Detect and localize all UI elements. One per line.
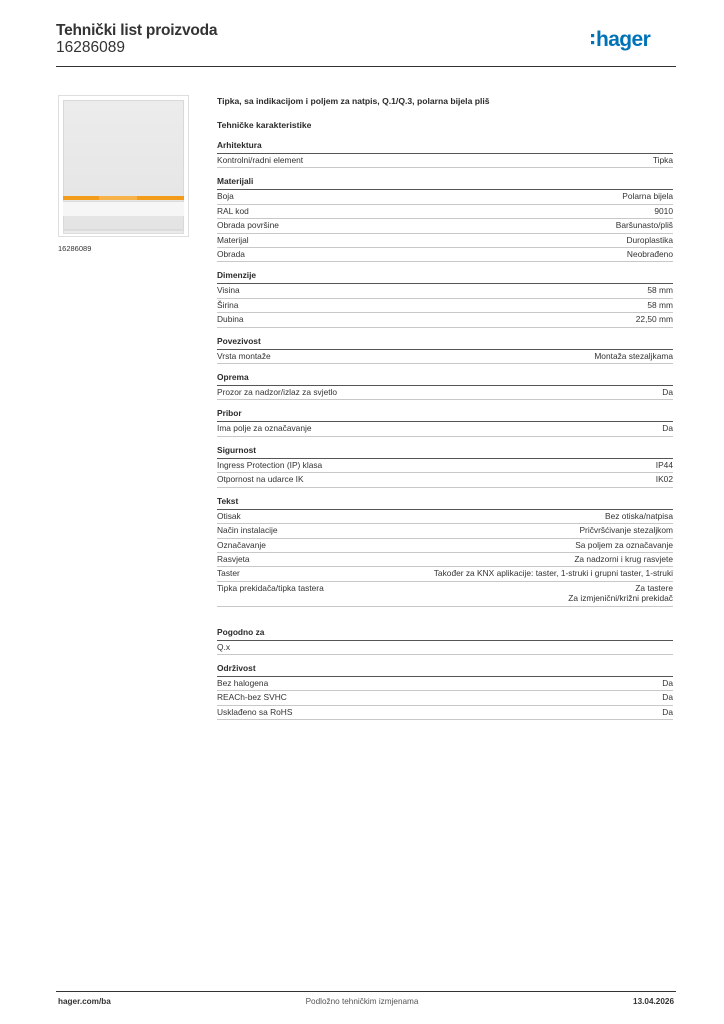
spec-row bbox=[217, 248, 673, 262]
section-heading: Tehničke karakteristike bbox=[217, 120, 312, 130]
spec-label: Vrsta montaže bbox=[217, 350, 271, 361]
group-title: Pogodno za bbox=[217, 626, 265, 637]
group-title: Održivost bbox=[217, 662, 256, 673]
spec-value-line: Da bbox=[662, 677, 673, 688]
indicator-light bbox=[99, 196, 137, 200]
spec-value bbox=[622, 191, 673, 201]
spec-value bbox=[647, 300, 673, 310]
spec-label: Taster bbox=[217, 568, 240, 579]
product-image bbox=[58, 95, 189, 237]
spec-groups bbox=[217, 140, 673, 720]
group-title: Sigurnost bbox=[217, 444, 257, 455]
group-title: Arhitektura bbox=[217, 140, 262, 150]
spec-label: Način instalacije bbox=[217, 525, 278, 536]
spec-value bbox=[626, 235, 673, 245]
spec-label: Rasvjeta bbox=[217, 553, 250, 564]
product-description: Tipka, sa indikacijom i poljem za natpis, Q.1/Q.3, polarna bijela pliš bbox=[217, 96, 490, 106]
spec-group bbox=[217, 270, 673, 327]
spec-label: REACh-bez SVHC bbox=[217, 692, 287, 703]
spec-value-line: Za izmjenični/križni prekidač bbox=[568, 593, 673, 604]
spec-value bbox=[656, 474, 673, 484]
spec-row bbox=[217, 284, 673, 298]
footer-website[interactable]: hager.com/ba bbox=[58, 997, 111, 1006]
logo-text: hager bbox=[596, 28, 651, 51]
spec-value-line: Da bbox=[662, 692, 673, 703]
spec-label: RAL kod bbox=[217, 205, 249, 216]
spec-group bbox=[217, 663, 673, 720]
spec-value bbox=[575, 540, 673, 550]
spec-label: Q.x bbox=[217, 641, 231, 652]
document-number: 16286089 bbox=[56, 39, 125, 56]
spec-group bbox=[217, 176, 673, 262]
spec-value-line: Tipka bbox=[652, 155, 673, 165]
spec-value-line: Također za KNX aplikacije: taster, 1-struki i grupni taster, 1-struki bbox=[433, 568, 673, 579]
page-header bbox=[56, 22, 676, 62]
spec-row bbox=[217, 313, 673, 327]
spec-value-line: 58 mm bbox=[647, 285, 673, 296]
spec-row bbox=[217, 539, 673, 553]
spec-value-line: Da bbox=[662, 423, 673, 434]
spec-label: Označavanje bbox=[217, 539, 266, 550]
spec-row bbox=[217, 422, 673, 436]
spec-label: Visina bbox=[217, 285, 240, 296]
spec-value-line: Duroplastika bbox=[626, 234, 673, 245]
spec-label: Obrada bbox=[217, 249, 245, 260]
group-title: Dimenzije bbox=[217, 270, 257, 281]
spec-value bbox=[636, 314, 673, 324]
footer-divider bbox=[56, 991, 676, 992]
spec-value bbox=[594, 351, 673, 361]
spec-row bbox=[217, 459, 673, 473]
spec-value bbox=[662, 678, 673, 688]
spec-row bbox=[217, 350, 673, 364]
spec-row bbox=[217, 219, 673, 233]
spec-row bbox=[217, 205, 673, 219]
spec-value-line: Za nadzorni i krug rasvjete bbox=[574, 553, 673, 564]
footer-date: 13.04.2026 bbox=[633, 997, 674, 1006]
spec-row bbox=[217, 706, 673, 720]
spec-value-line: IP44 bbox=[655, 459, 673, 470]
group-title: Materijali bbox=[217, 176, 254, 187]
spec-group bbox=[217, 496, 673, 607]
spec-value bbox=[654, 206, 673, 216]
document-title: Tehnički list proizvoda bbox=[56, 22, 218, 39]
group-title: Pribor bbox=[217, 408, 242, 419]
spec-label: Otisak bbox=[217, 510, 241, 521]
specification-content bbox=[217, 96, 673, 720]
spec-row bbox=[217, 234, 673, 248]
spec-label: Obrada površine bbox=[217, 220, 279, 231]
group-title: Povezivost bbox=[217, 335, 261, 346]
spec-value bbox=[616, 220, 673, 230]
spec-value bbox=[605, 511, 673, 521]
spec-value-line: 22,50 mm bbox=[635, 314, 673, 325]
spec-label: Ima polje za označavanje bbox=[217, 423, 312, 434]
spec-value bbox=[574, 554, 673, 564]
spec-value-line: Neobrađeno bbox=[626, 249, 673, 260]
footer-notice: Podložno tehničkim izmjenama bbox=[305, 997, 419, 1006]
spec-value-line: Da bbox=[662, 706, 673, 717]
spec-value-line: Za tastere bbox=[635, 582, 673, 593]
spec-row bbox=[217, 190, 673, 204]
spec-group bbox=[217, 140, 673, 168]
spec-row bbox=[217, 386, 673, 400]
spec-value-line: Polarna bijela bbox=[622, 191, 673, 202]
spec-group bbox=[217, 372, 673, 400]
spec-row bbox=[217, 553, 673, 567]
spec-value bbox=[653, 155, 673, 165]
spec-label: Tipka prekidača/tipka tastera bbox=[217, 582, 324, 593]
spec-label: Prozor za nadzor/izlaz za svjetlo bbox=[217, 387, 338, 398]
hager-logo bbox=[590, 26, 672, 52]
header-divider bbox=[56, 66, 676, 67]
group-title: Oprema bbox=[217, 372, 249, 383]
spec-value bbox=[662, 692, 673, 702]
spec-row bbox=[217, 299, 673, 313]
spec-group bbox=[217, 336, 673, 364]
spec-row bbox=[217, 510, 673, 524]
label-field bbox=[63, 201, 184, 216]
spec-row bbox=[217, 567, 673, 581]
switch-frame-edge bbox=[63, 230, 184, 234]
spec-value-line: Baršunasto/pliš bbox=[615, 220, 673, 231]
spec-value bbox=[627, 249, 673, 259]
group-spacer bbox=[217, 607, 673, 627]
spec-group bbox=[217, 408, 673, 436]
image-caption: 16286089 bbox=[58, 244, 92, 253]
spec-label: Širina bbox=[217, 299, 239, 310]
spec-row bbox=[217, 582, 673, 607]
spec-value-line: 58 mm bbox=[647, 299, 673, 310]
spec-value-line: Da bbox=[662, 387, 673, 398]
spec-label: Boja bbox=[217, 191, 234, 202]
spec-value bbox=[662, 387, 673, 397]
spec-label: Bez halogena bbox=[217, 677, 269, 688]
spec-value bbox=[662, 707, 673, 717]
spec-label: Usklađeno sa RoHS bbox=[217, 706, 293, 717]
spec-value-line: Sa poljem za označavanje bbox=[575, 539, 673, 550]
spec-label: Kontrolni/radni element bbox=[217, 155, 304, 165]
spec-value-line: Bez otiska/natpisa bbox=[605, 510, 673, 521]
spec-row bbox=[217, 473, 673, 487]
spec-value bbox=[662, 423, 673, 433]
spec-value-line: Pričvršćivanje stezaljkom bbox=[579, 525, 673, 536]
spec-row bbox=[217, 524, 673, 538]
spec-row bbox=[217, 691, 673, 705]
spec-value bbox=[579, 525, 673, 535]
spec-row bbox=[217, 677, 673, 691]
spec-row bbox=[217, 154, 673, 168]
spec-group bbox=[217, 627, 673, 655]
spec-value bbox=[568, 583, 673, 604]
spec-label: Otpornost na udarce IK bbox=[217, 474, 304, 485]
group-title: Tekst bbox=[217, 495, 239, 506]
spec-value-line: Montaža stezaljkama bbox=[594, 350, 673, 361]
spec-row bbox=[217, 641, 673, 655]
spec-value bbox=[656, 460, 673, 470]
spec-group bbox=[217, 445, 673, 488]
spec-label: Dubina bbox=[217, 314, 244, 325]
spec-value-line: IK02 bbox=[655, 474, 673, 485]
spec-label: Materijal bbox=[217, 234, 249, 245]
spec-value-line: 9010 bbox=[654, 205, 673, 216]
spec-value bbox=[647, 285, 673, 295]
spec-label: Ingress Protection (IP) klasa bbox=[217, 459, 323, 470]
spec-value bbox=[434, 568, 673, 578]
